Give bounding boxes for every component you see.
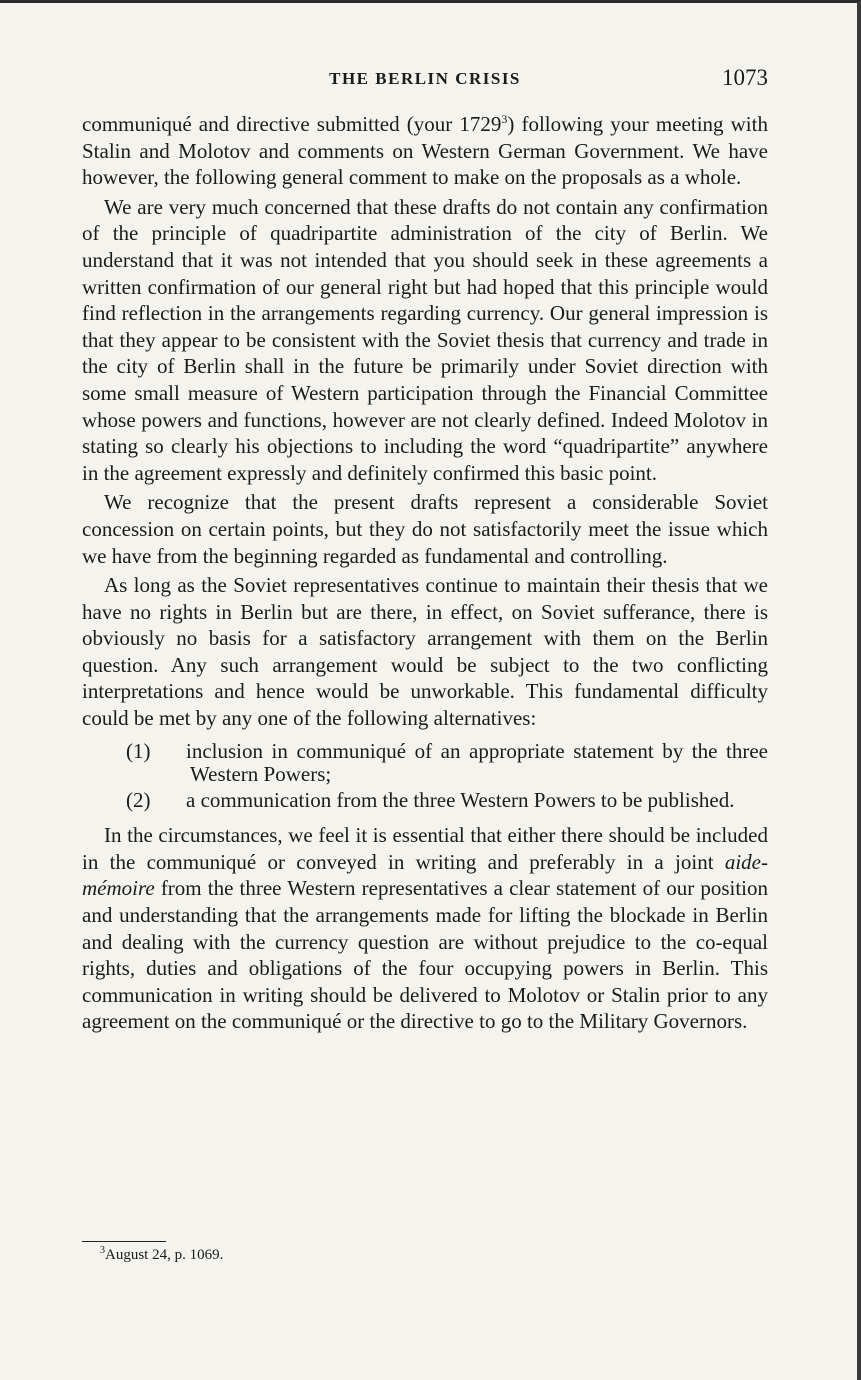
alternative-number: (1) [126, 738, 151, 763]
paragraph-2: We are very much concerned that these drafts do not contain any confirmation of the principle of quadripartite administration of the city of Berlin. We understand that it was not intended that you should seek in these agreements a written confirmation of our general right but had hoped that this principle would find reflection in the arrangements regarding currency. Our general impression is that they appear to be consistent with the Soviet thesis that currency and trade in the city of Berlin shall in the future be primarily under Soviet direction with some small measure of Western participation through the Financial Committee whose powers and functions, however are not clearly defined. Indeed Molotov in stating so clearly his objections to including the word “quadripartite” anywhere in the agreement expressly and definitely confirmed this basic point. [82, 194, 768, 485]
paragraph-1-text-after: ) following your meeting with Stalin and Molotov and comments on Western German Government. We have however, the following general comment to make on the proposals as a whole. [82, 112, 768, 190]
page-header [82, 65, 768, 95]
footnote-reference: 3 [501, 112, 508, 126]
running-title: THE BERLIN CRISIS [329, 69, 521, 88]
alternative-text: inclusion in communiqué of an appropriate statement by the three Western Powers; [186, 738, 768, 787]
paragraph-1-text-before: communiqué and directive submitted (your 1729 [82, 112, 502, 136]
paragraph-1 [82, 111, 768, 191]
body-text [82, 111, 768, 1035]
footnote-text: August 24, p. 1069. [105, 1247, 224, 1263]
paragraph-5 [82, 822, 768, 1035]
alternative-item [82, 740, 768, 787]
paragraph-4: As long as the Soviet representatives continue to maintain their thesis that we have no rights in Berlin but are there, in effect, on Soviet sufferance, there is obviously no basis for a satisfactory arrangement with them on the Berlin question. Any such arrangement would be subject to the two conflicting interpretations and hence would be unworkable. This fundamental difficulty could be met by any one of the following alternatives: [82, 573, 768, 731]
footnote [100, 1247, 223, 1264]
paragraph-5-text-after: from the three Western representatives a clear statement of our position and understanding that the arrangements made for lifting the blockade in Berlin and dealing with the currency question are without prejudice to the co-equal rights, duties and obligations of the four occupying powers in Berlin. This communication in writing should be delivered to Molotov or Stalin prior to any agreement on the communiqué or the directive to go to the Military Governors. [82, 876, 768, 1034]
footnote-marker: 3 [100, 1245, 105, 1256]
alternative-item [82, 789, 768, 813]
alternative-number: (2) [126, 787, 151, 812]
footnote-divider [82, 1241, 166, 1242]
page-number: 1073 [722, 65, 768, 90]
alternative-text: a communication from the three Western Powers to be published. [186, 787, 735, 812]
paragraph-5-text-before: In the circumstances, we feel it is essential that either there should be included in the communiqué or conveyed in writing and preferably in a joint [82, 823, 768, 874]
alternatives-list [82, 740, 768, 813]
paragraph-3: We recognize that the present drafts represent a considerable Soviet concession on certain points, but they do not satisfactorily meet the issue which we have from the beginning regarded as fundamental and controlling. [82, 490, 768, 568]
italic-term: aide-mémoire [82, 849, 768, 901]
